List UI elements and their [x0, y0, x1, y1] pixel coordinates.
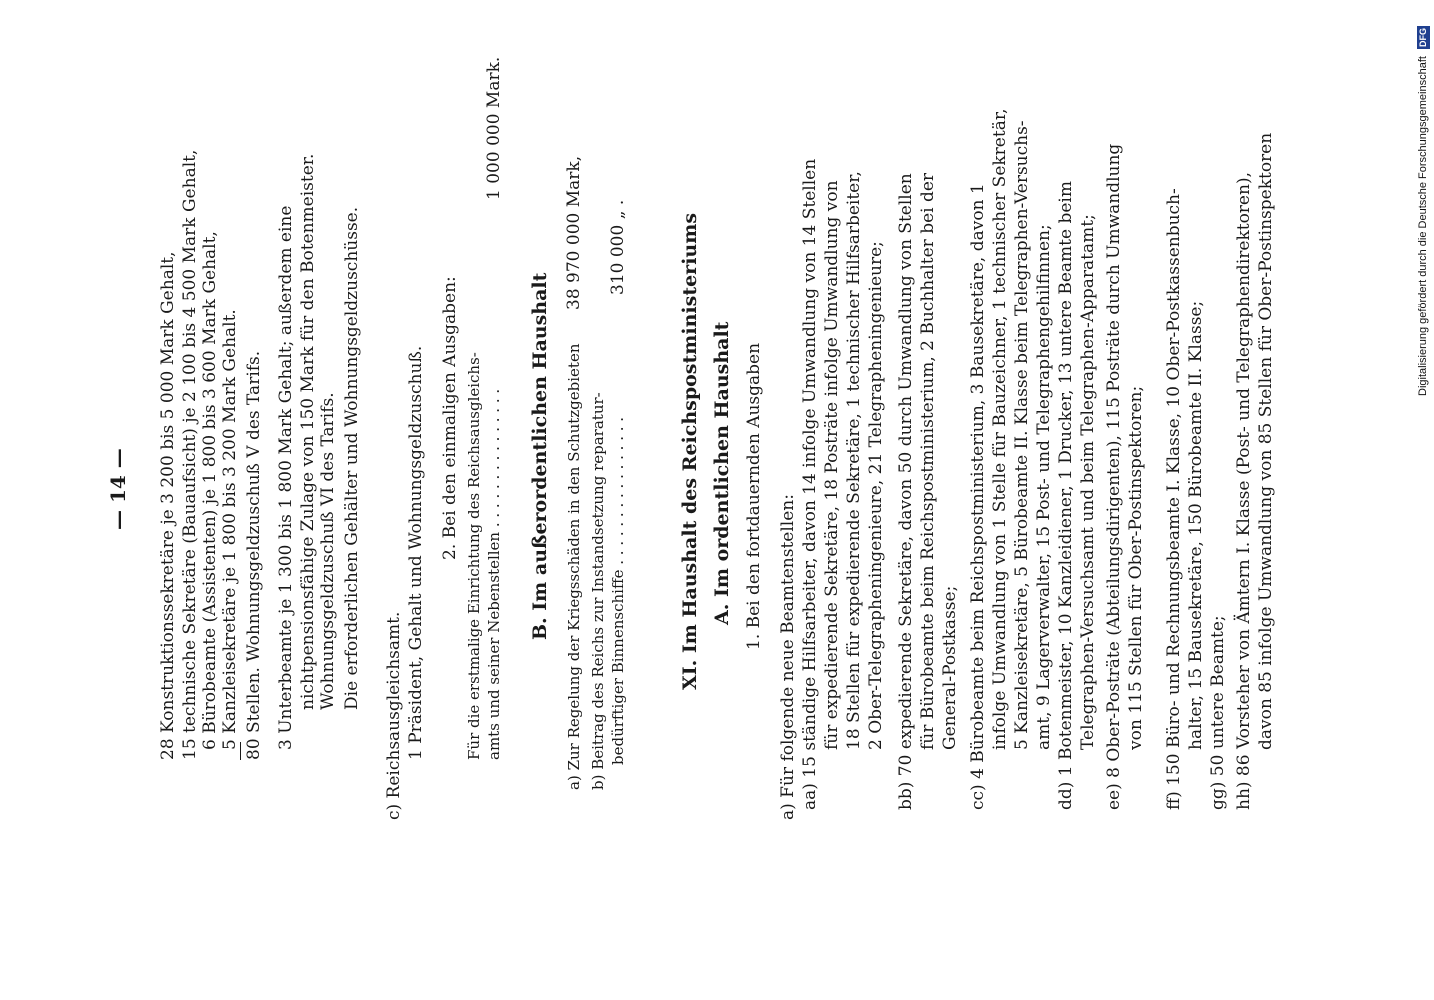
- text-line: ff) 150 Büro- und Rechnungsbeamte I. Klasse, 10 Ober-Postkassenbuch-: [1164, 188, 1184, 810]
- text-line: 5 Kanzleisekretäre je 1 800 bis 3 200 Mark Gehalt.: [220, 309, 240, 750]
- text-line: b) Beitrag des Reichs zur Instandsetzung reparatur-: [589, 392, 607, 790]
- text-line: infolge Umwandlung von 1 Stelle für Bauzeichner, 1 technischer Sekretär,: [990, 108, 1010, 750]
- text-line: amt, 9 Lagerverwalter, 15 Post- und Telegraphengehilfinnen;: [1034, 224, 1054, 750]
- section-heading: c) Reichsausgleichsamt.: [384, 611, 404, 820]
- amount: 310 000 „ .: [608, 199, 628, 295]
- text-line: a) Für folgende neue Beamtenstellen:: [778, 494, 798, 820]
- text-line: halter, 15 Bausekretäre, 150 Bürobeamte II. Klasse;: [1186, 300, 1206, 750]
- text-line: 3 Unterbeamte je 1 300 bis 1 800 Mark Gehalt; außerdem eine: [276, 205, 296, 750]
- text-line: bedürftiger Binnenschiffe . . . . . . . . . . . . . . . .: [609, 416, 627, 765]
- text-line: davon 85 infolge Umwandlung von 85 Stellen für Ober-Postinspektoren: [1256, 132, 1276, 750]
- dfg-watermark: [1415, 6, 1431, 396]
- text-line: ee) 8 Ober-Posträte (Abteilungsdirigenten), 115 Posträte durch Umwandlung: [1104, 143, 1124, 810]
- text-line: Die erforderlichen Gehälter und Wohnungsgeldzuschüsse.: [342, 206, 362, 710]
- section-heading: XI. Im Haushalt des Reichspostministeriums: [679, 212, 701, 690]
- text-line: gg) 50 untere Beamte;: [1208, 615, 1228, 810]
- text-line: bb) 70 expedierende Sekretäre, davon 50 durch Umwandlung von Stellen: [896, 173, 916, 810]
- amount: 38 970 000 Mark,: [564, 155, 584, 310]
- text-line: amts und seiner Nebenstellen . . . . . . . . . . . . . . .: [485, 388, 503, 760]
- text-line: dd) 1 Botenmeister, 10 Kanzleidiener, 1 Drucker, 13 untere Beamte beim: [1056, 181, 1076, 810]
- watermark-text: Digitalisierung gefördert durch die Deutsche Forschungsgemeinschaft: [1417, 56, 1429, 396]
- text-line: Wohnungsgeldzuschuß VI des Tarifs.: [318, 392, 338, 710]
- text-line: 80 Stellen. Wohnungsgeldzuschuß V des Tarifs.: [244, 350, 264, 760]
- amount: 1 000 000 Mark.: [484, 56, 504, 200]
- text-line: 6 Bürobeamte (Assistenten) je 1 800 bis 3 600 Mark Gehalt,: [200, 231, 220, 750]
- text-line: 1. Bei den fortdauernden Ausgaben: [744, 342, 764, 650]
- text-line: 15 technische Sekretäre (Bauaufsicht) je 2 100 bis 4 500 Mark Gehalt,: [180, 149, 200, 760]
- text-line: cc) 4 Bürobeamte beim Reichspostministerium, 3 Bausekretäre, davon 1: [968, 183, 988, 810]
- text-line: von 115 Stellen für Ober-Postinspektoren;: [1126, 385, 1146, 750]
- section-heading: B. Im außerordentlichen Haushalt: [529, 272, 551, 640]
- dfg-logo-icon: DFG: [1418, 27, 1428, 47]
- text-line: 28 Konstruktionssekretäre je 3 200 bis 5 000 Mark Gehalt,: [158, 251, 178, 760]
- text-line: 2. Bei den einmaligen Ausgaben:: [440, 276, 460, 560]
- text-line: General-Postkasse;: [940, 585, 960, 750]
- text-line: Telegraphen-Versuchsamt und beim Telegraphen-Apparatamt;: [1078, 214, 1098, 750]
- text-line: hh) 86 Vorsteher von Ämtern I. Klasse (Post- und Telegraphendirektoren),: [1234, 172, 1254, 810]
- sum-rule: [240, 742, 241, 760]
- text-line: aa) 15 ständige Hilfsarbeiter, davon 14 infolge Umwandlung von 14 Stellen: [800, 158, 820, 810]
- text-line: a) Zur Regelung der Kriegsschäden in den Schutzgebieten: [565, 343, 583, 790]
- text-line: für Bürobeamte beim Reichspostministerium, 2 Buchhalter bei der: [918, 172, 938, 750]
- page-number: — 14 —: [106, 448, 130, 530]
- text-line: 2 Ober-Telegrapheningenieure, 21 Telegrapheningenieure;: [866, 241, 886, 750]
- text-line: nichtpensionsfähige Zulage von 150 Mark für den Botenmeister.: [298, 153, 318, 710]
- text-line: 1 Präsident, Gehalt und Wohnungsgeldzuschuß.: [406, 345, 426, 760]
- text-line: 5 Kanzleisekretäre, 5 Bürobeamte II. Klasse beim Telegraphen-Versuchs-: [1012, 120, 1032, 750]
- section-heading: A. Im ordentlichen Haushalt: [711, 321, 733, 625]
- text-line: Für die erstmalige Einrichtung des Reichsausgleichs-: [465, 352, 483, 760]
- text-line: 18 Stellen für expedierende Sekretäre, 1 technischer Hilfsarbeiter,: [844, 171, 864, 750]
- text-line: für expedierende Sekretäre, 18 Posträte infolge Umwandlung von: [822, 180, 842, 750]
